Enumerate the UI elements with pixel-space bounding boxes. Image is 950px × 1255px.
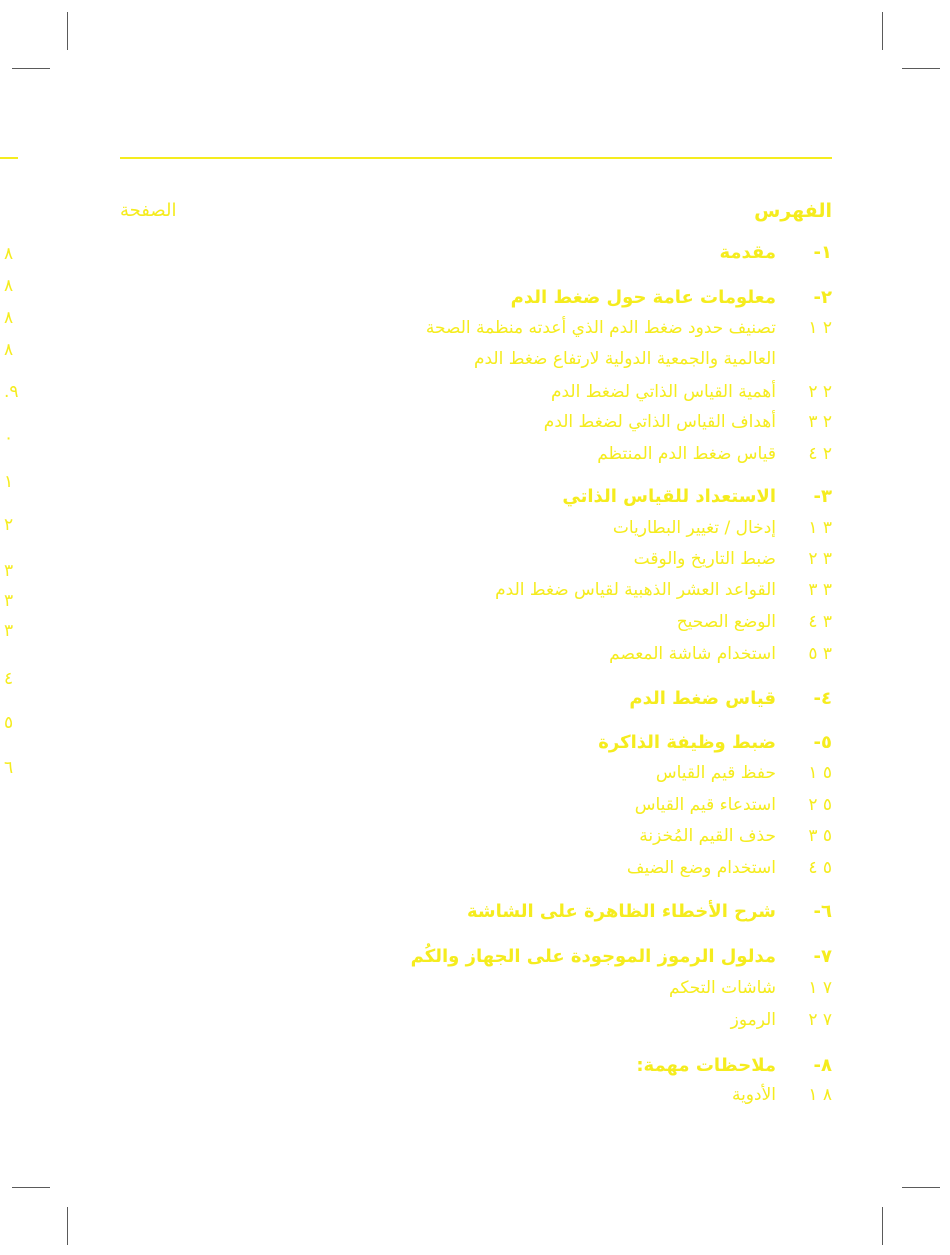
toc-subsection — [627, 858, 832, 878]
toc-subsection — [635, 795, 832, 815]
page-column-header: الصفحة — [120, 200, 177, 221]
toc-number: ٥ ١ — [808, 763, 832, 783]
toc-subsection — [639, 826, 832, 846]
toc-text: قياس ضغط الدم — [629, 688, 776, 709]
page-number: ٣ — [4, 591, 14, 611]
toc-text: استخدام شاشة المعصم — [609, 644, 776, 664]
crop-mark — [882, 12, 883, 50]
toc-subsection — [609, 644, 832, 664]
toc-text: الوضع الصحيح — [676, 612, 776, 632]
toc-text: استدعاء قيم القياس — [634, 795, 776, 815]
toc-section — [629, 688, 832, 709]
toc-section — [562, 486, 832, 507]
toc-text: معلومات عامة حول ضغط الدم — [510, 287, 776, 308]
toc-text: مقدمة — [719, 242, 776, 263]
page-number: ٨ — [4, 244, 14, 264]
page-number: ٥ — [4, 713, 14, 733]
page-number: .٩ — [4, 382, 19, 402]
toc-text: ضبط التاريخ والوقت — [633, 549, 776, 569]
toc-number: ٨- — [813, 1055, 832, 1076]
toc-number: ٧ ٢ — [808, 1010, 832, 1030]
page-number: ٤ — [4, 669, 14, 689]
page-number: ٦ — [4, 758, 14, 778]
crop-mark — [67, 12, 68, 50]
toc-number: ٢ ٢ — [808, 382, 832, 402]
toc-number: ٥ ٢ — [808, 795, 832, 815]
toc-subsection — [551, 382, 832, 402]
toc-section — [411, 946, 832, 967]
toc-text: الاستعداد للقياس الذاتي — [562, 486, 776, 507]
toc-number: ٧ ١ — [808, 978, 832, 998]
toc-section — [511, 287, 832, 308]
page-number: ٢ — [4, 515, 14, 535]
toc-text: القواعد العشر الذهبية لقياس ضغط الدم — [495, 580, 776, 600]
page-number: ٣ — [4, 621, 14, 641]
toc-number: ٥- — [813, 732, 832, 753]
crop-mark — [12, 68, 50, 69]
toc-text: قياس ضغط الدم المنتظم — [597, 444, 776, 464]
toc-subsection — [731, 1010, 832, 1030]
toc-text: أهداف القياس الذاتي لضغط الدم — [543, 412, 776, 432]
toc-number: ٢ ٣ — [808, 412, 832, 432]
toc-subsection — [613, 518, 832, 538]
toc-section — [598, 732, 832, 753]
toc-number: ٢- — [813, 287, 832, 308]
page-number: ٨ — [4, 308, 14, 328]
toc-text: ضبط وظيفة الذاكرة — [598, 732, 776, 753]
toc-number: ٣ ٢ — [808, 549, 832, 569]
page-number: ٨ — [4, 340, 14, 360]
toc-number: ٣- — [813, 486, 832, 507]
toc-text: إدخال / تغيير البطاريات — [612, 518, 776, 538]
toc-number: ٨ ١ — [808, 1085, 832, 1105]
toc-subsection — [634, 549, 832, 569]
toc-section — [636, 1055, 832, 1076]
toc-subsection — [732, 1085, 832, 1105]
toc-title: الفهرس — [754, 200, 832, 222]
page-number: ٨ — [4, 276, 14, 296]
toc-number: ٣ ٤ — [808, 612, 832, 632]
toc-text: العالمية والجمعية الدولية لارتفاع ضغط الدم — [473, 349, 776, 369]
toc-text: الأدوية — [731, 1085, 776, 1105]
crop-mark — [882, 1207, 883, 1245]
page-number: ٣ — [4, 561, 14, 581]
toc-text: تصنيف حدود ضغط الدم الذي أعدته منظمة الصحة — [425, 318, 776, 338]
toc-text: مدلول الرموز الموجودة على الجهاز والكُم — [410, 946, 776, 967]
toc-section — [467, 901, 832, 922]
toc-subsection — [426, 318, 832, 338]
toc-subsection — [656, 763, 832, 783]
toc-number: ٢ ١ — [808, 318, 832, 338]
toc-subsection — [495, 580, 832, 600]
toc-number: ٣ ١ — [808, 518, 832, 538]
toc-subsection — [544, 412, 832, 432]
crop-mark — [902, 68, 940, 69]
toc-section — [719, 242, 832, 263]
toc-number: ٥ ٤ — [808, 858, 832, 878]
toc-text: الرموز — [730, 1010, 776, 1030]
page-number: ٠ — [4, 428, 14, 448]
toc-text: أهمية القياس الذاتي لضغط الدم — [550, 382, 776, 402]
toc-subsection — [597, 444, 832, 464]
toc-subsection — [669, 978, 832, 998]
toc-text: حذف القيم المُخزنة — [639, 826, 776, 846]
toc-text: حفظ قيم القياس — [655, 763, 776, 783]
crop-mark — [902, 1187, 940, 1188]
toc-number: ٤- — [813, 688, 832, 709]
toc-number: ٣ ٣ — [808, 580, 832, 600]
toc-number: ٣ ٥ — [808, 644, 832, 664]
toc-subsection — [474, 349, 832, 369]
crop-mark — [67, 1207, 68, 1245]
toc-text: شاشات التحكم — [669, 978, 776, 998]
toc-number: ٦- — [813, 901, 832, 922]
toc-number: ٧- — [813, 946, 832, 967]
toc-text: استخدام وضع الضيف — [626, 858, 776, 878]
toc-text: شرح الأخطاء الظاهرة على الشاشة — [467, 901, 776, 922]
edge-rule — [0, 157, 18, 159]
toc-number: ٢ ٤ — [808, 444, 832, 464]
page-number: ١ — [4, 472, 14, 492]
header-rule — [120, 157, 832, 159]
toc-text: ملاحظات مهمة: — [636, 1055, 776, 1076]
crop-mark — [12, 1187, 50, 1188]
toc-number: ١- — [813, 242, 832, 263]
toc-number: ٥ ٣ — [808, 826, 832, 846]
toc-subsection — [677, 612, 832, 632]
